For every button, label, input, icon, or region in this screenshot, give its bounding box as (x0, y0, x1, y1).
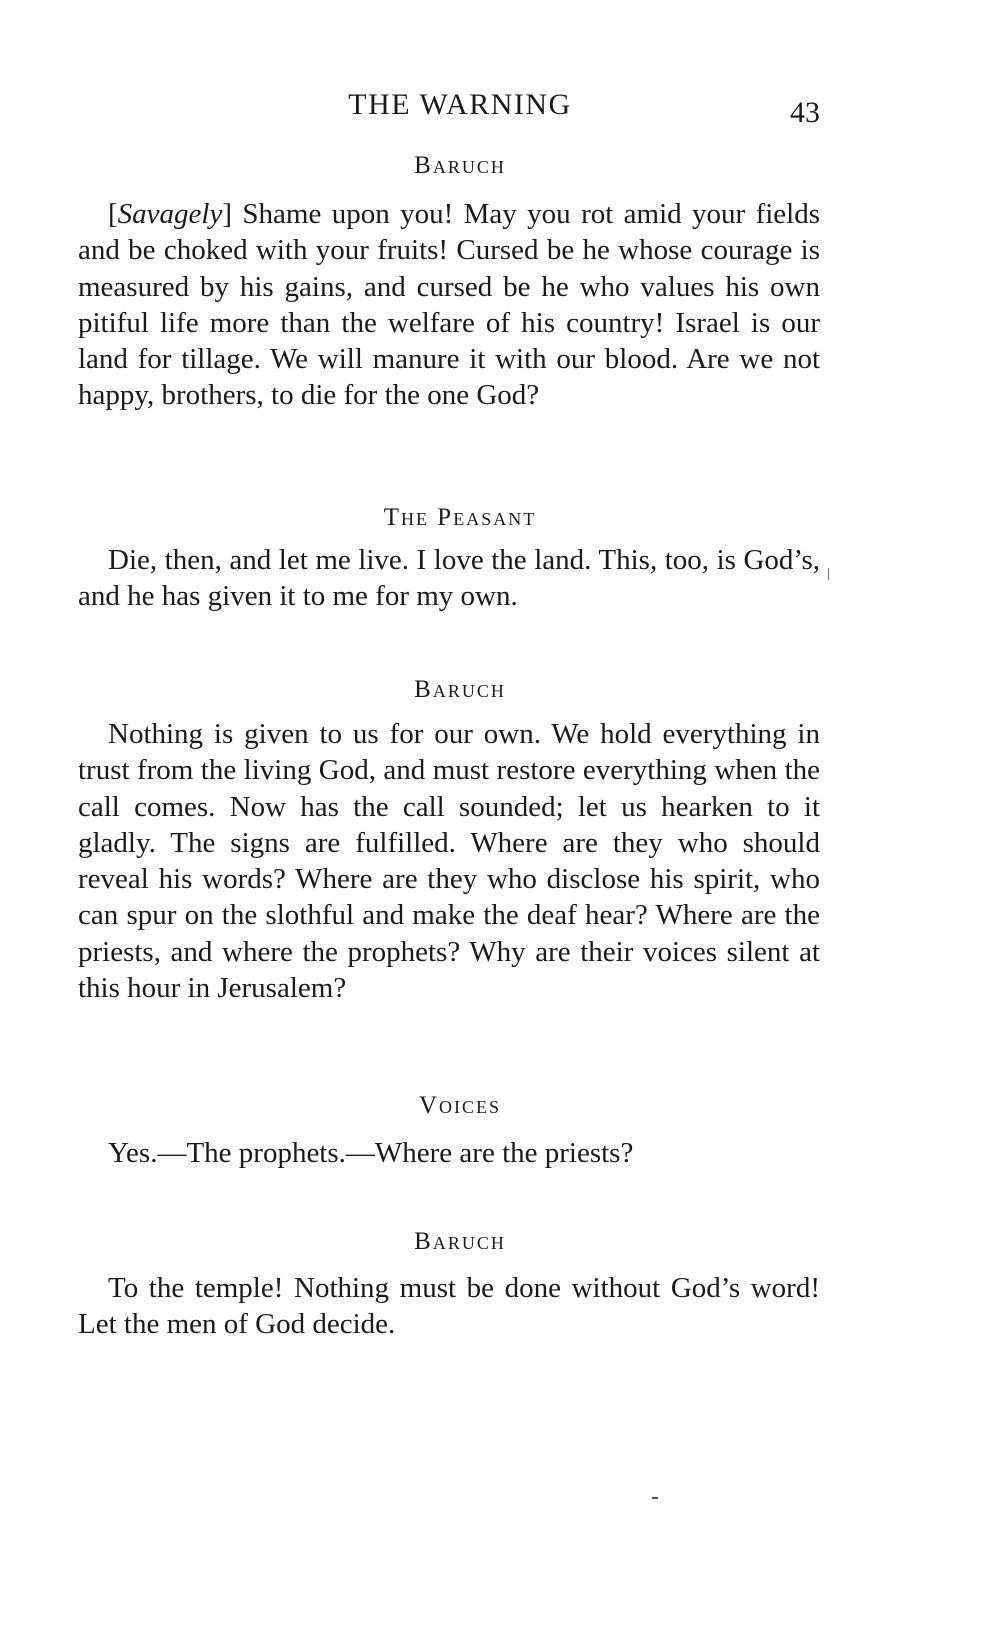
speech-paragraph: Nothing is given to us for our own. We hold everything in trust from the living God, and must restore everything when the call comes. Now has the call sounded; let us hearken to it gladly. The signs are fulfilled. Where are they who should reveal his words? Where are they who disclose his spirit, who can spur on the slothful and make the deaf hear? Where are the priests, and where the prophets? Why are their voices silent at this hour in Jerusalem? (78, 718, 820, 1005)
speaker-name: Baruch (414, 1228, 506, 1255)
page-number: 43 (790, 96, 820, 129)
stray-mark (828, 568, 829, 580)
speech-text: Shame upon you! May you rot amid your fields and be choked with your fruits! Cursed be he whose courage is measured by his gains, and cursed be he who values his own pitiful life more than the welfare of his country! Israel is our land for tillage. We will manure it with our blood. Are we not happy, brothers, to die for the one God? (78, 198, 821, 412)
stage-direction: Savagely (117, 198, 223, 230)
speech-paragraph: To the temple! Nothing must be done without God’s word! Let the men of God decide. (78, 1272, 820, 1341)
speaker-name: Baruch (414, 152, 506, 179)
running-title: THE WARNING (348, 88, 572, 121)
running-head (0, 88, 1006, 128)
speech-paragraph: Yes.—The prophets.—Where are the priests? (108, 1137, 634, 1169)
speaker-name: The Peasant (383, 504, 537, 531)
speech-paragraph: Die, then, and let me live. I love the land. This, too, is God’s, and he has given it to me for my own. (78, 544, 820, 613)
speaker-name: Voices (418, 1092, 502, 1119)
stray-dot (652, 1497, 658, 1499)
speaker-name: Baruch (414, 676, 506, 703)
speech-paragraph: [Savagely] Shame upon you! May you rot amid your fields and be choked with your fruits! Cursed be he whose courage is measured by his gains, and cursed be he who values his own pitiful life more than the welfare of his country! Israel is our land for tillage. We will manure it with our blood. Are we not happy, brothers, to die for the one God? (78, 198, 821, 412)
